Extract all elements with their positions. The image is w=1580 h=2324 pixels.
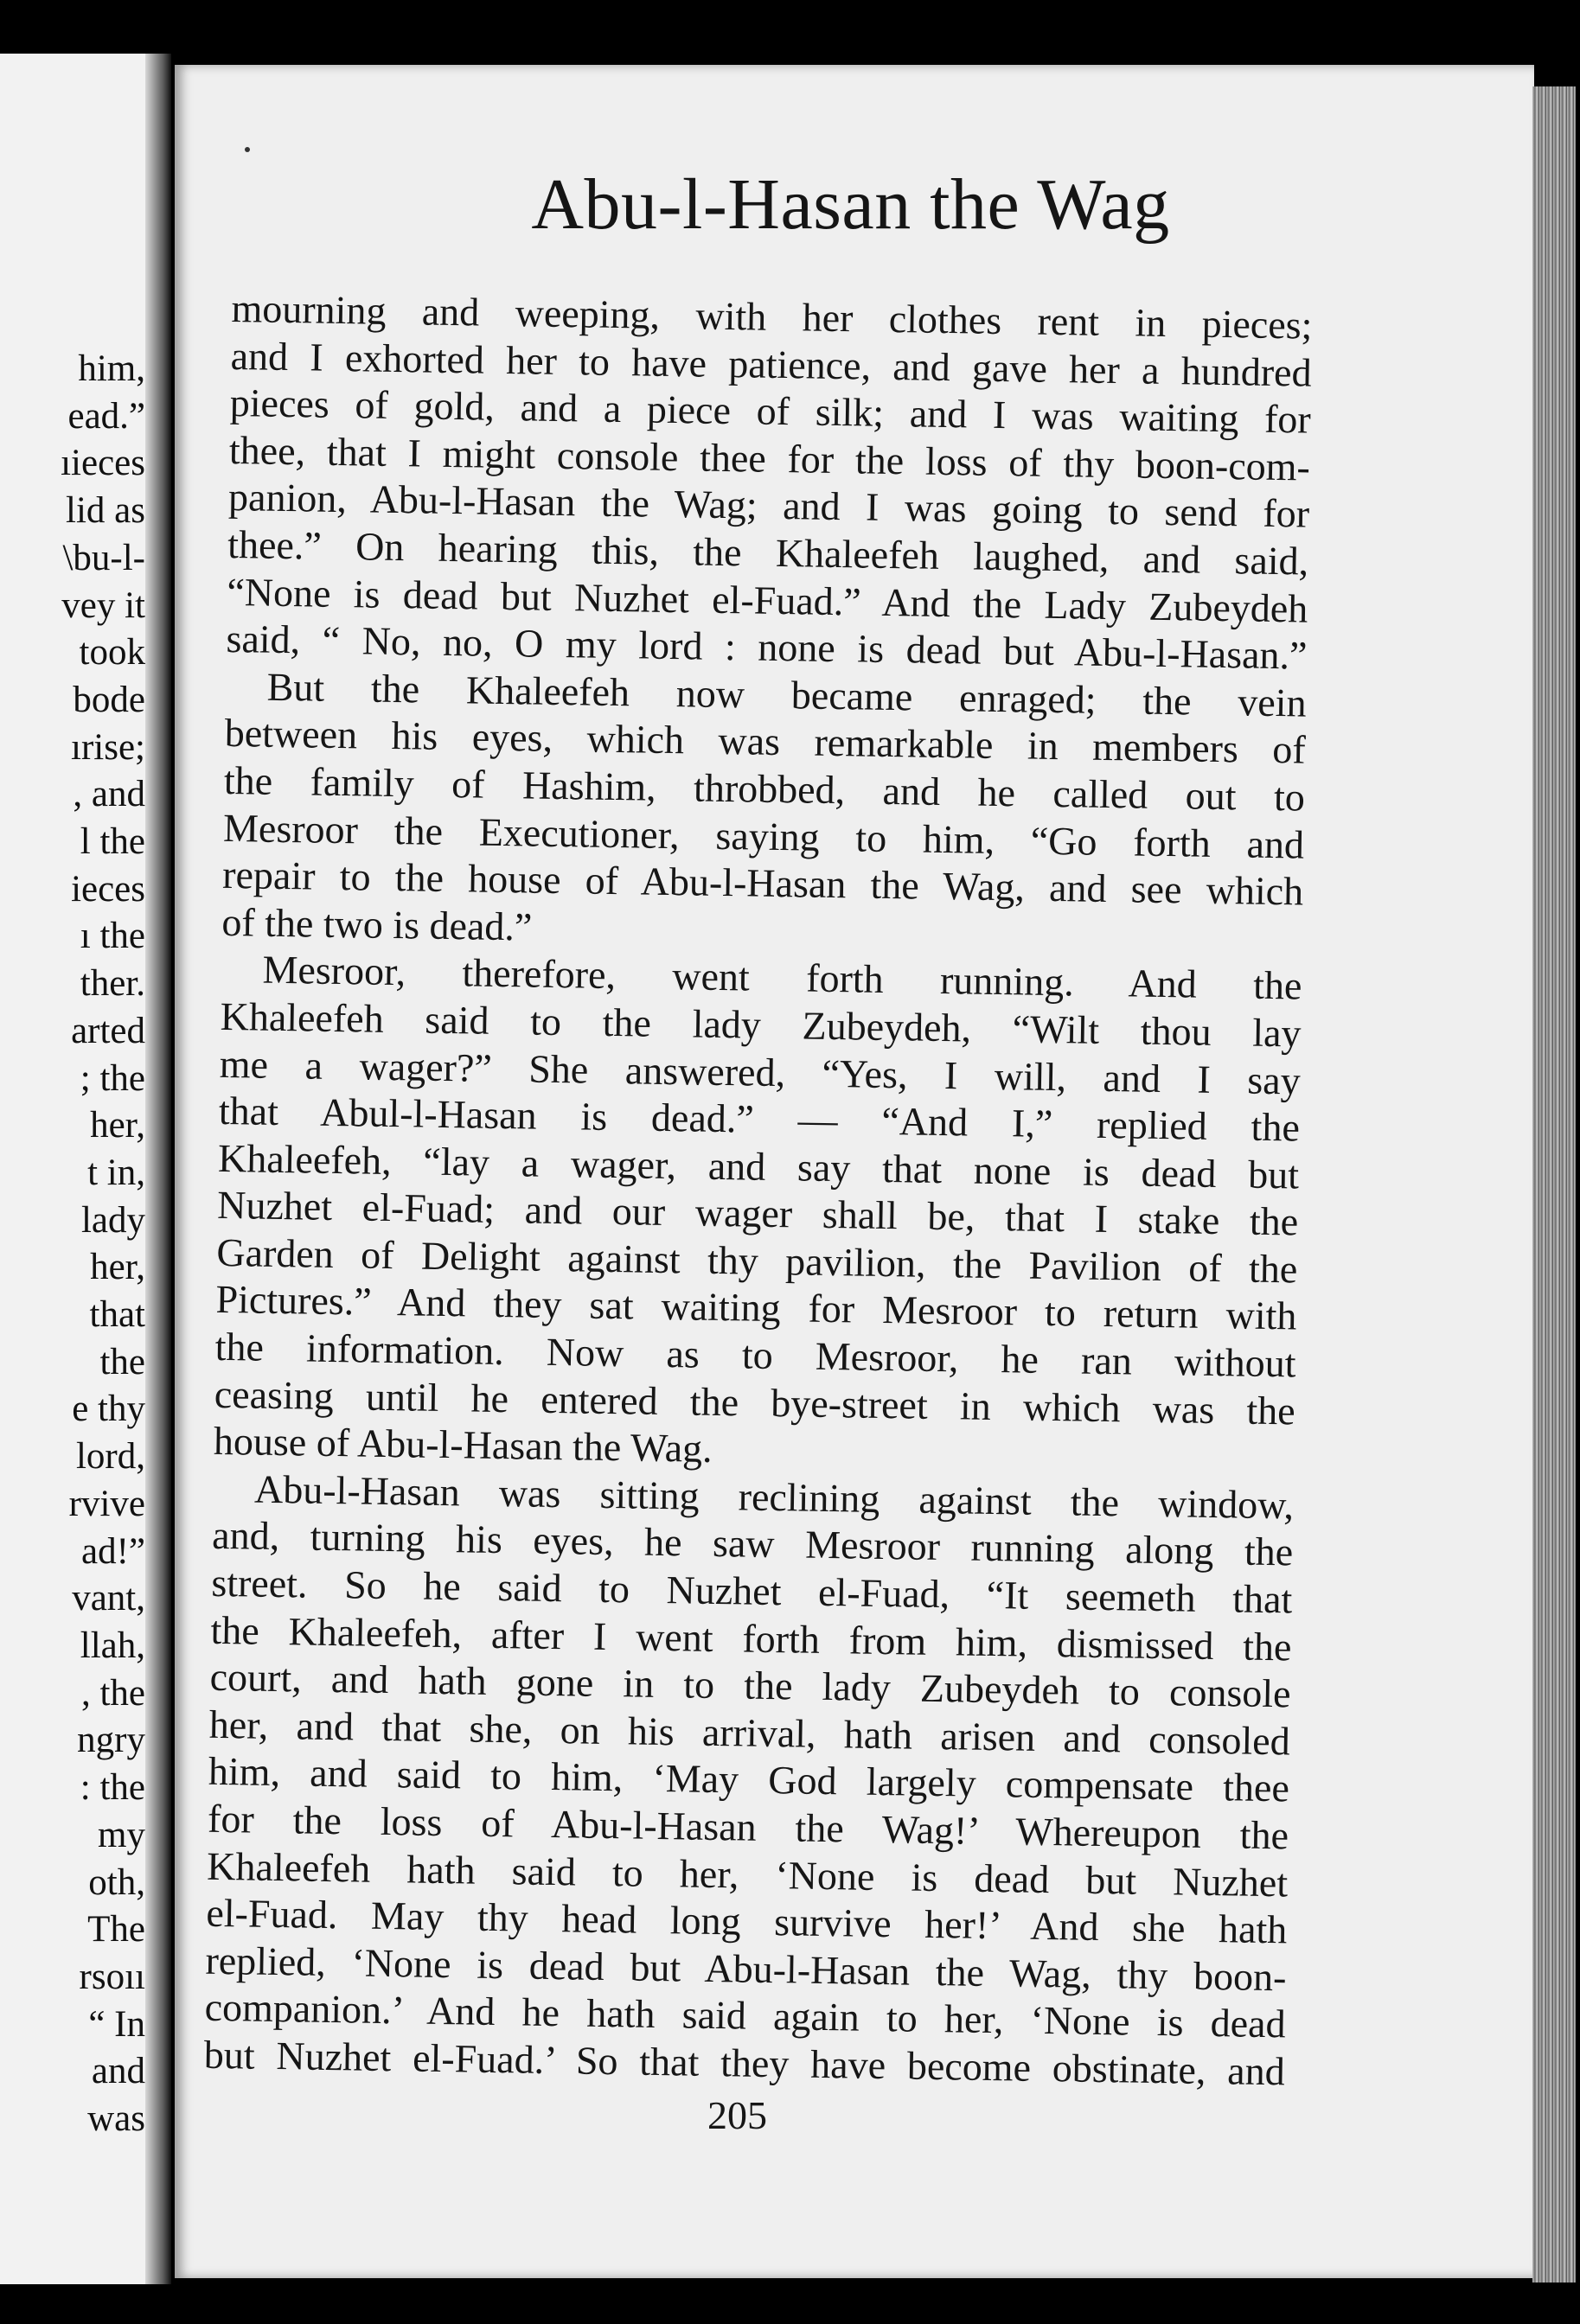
- left-line: arted: [71, 1010, 145, 1051]
- left-line: vey it: [61, 584, 145, 626]
- text-line: ceasing until he entered the bye-street in which was the: [214, 1371, 1296, 1433]
- left-line: lord,: [75, 1436, 145, 1478]
- text-line: of the two is dead.”: [221, 899, 533, 949]
- left-line: her,: [90, 1105, 145, 1146]
- left-line: ad!”: [81, 1530, 145, 1572]
- left-line: my: [98, 1814, 145, 1855]
- text-line: Mesroor the Executioner, saying to him, “Go forth and: [222, 805, 1305, 867]
- running-title: Abu-l-Hasan the Wag: [531, 164, 1170, 245]
- left-line: ther.: [80, 963, 145, 1005]
- text-line: replied, ‘None is dead but Abu-l-Hasan the Wag, thy boon-: [205, 1938, 1287, 2000]
- text-line: the information. Now as to Mesroor, he ran without: [214, 1324, 1296, 1386]
- text-line: that Abul-l-Hasan is dead.” — “And I,” replied the: [218, 1088, 1301, 1150]
- left-line: ead.”: [67, 395, 145, 437]
- left-line: The: [87, 1909, 145, 1950]
- left-line: , the: [80, 1672, 145, 1714]
- text-line: for the loss of Abu-l-Hasan the Wag!’ Whereupon the: [207, 1796, 1289, 1858]
- left-line: ıieces: [61, 443, 145, 484]
- left-line: that: [89, 1294, 145, 1336]
- text-line: Nuzhet el-Fuad; and our wager shall be, that I stake the: [216, 1183, 1299, 1244]
- text-line: her, and that she, on his arrival, hath arisen and consoled: [208, 1702, 1291, 1764]
- left-line: l the: [80, 821, 145, 863]
- text-line: But the Khaleefeh now became enraged; the vein: [266, 664, 1307, 725]
- left-line: ; the: [80, 1057, 145, 1099]
- page-number: 205: [707, 2093, 767, 2137]
- text-line: Khaleefeh hath said to her, ‘None is dead but Nuzhet: [206, 1843, 1289, 1905]
- left-line: e thy: [72, 1389, 145, 1430]
- text-line: me a wager?” She answered, “Yes, I will, and I say: [219, 1041, 1302, 1103]
- text-line: thee, that I might console thee for the loss of thy boon-com-: [228, 427, 1311, 489]
- left-line: lid as: [66, 490, 145, 532]
- left-line: oth,: [88, 1861, 145, 1903]
- text-line: companion.’ And he hath said again to her, ‘None is dead: [204, 1985, 1286, 2046]
- body-text: [203, 285, 1312, 2096]
- text-line: Abu-l-Hasan was sitting reclining against the window,: [253, 1466, 1295, 1528]
- left-line: him,: [78, 348, 145, 389]
- left-line: \bu-l-: [62, 537, 145, 578]
- left-line: “ In: [88, 2003, 145, 2045]
- left-line: lady: [80, 1199, 145, 1241]
- text-line: “None is dead but Nuzhet el-Fuad.” And the Lady Zubeydeh: [227, 569, 1308, 631]
- text-line: Khaleefeh said to the lady Zubeydeh, “Wilt thou lay: [220, 993, 1302, 1056]
- text-line: street. So he said to Nuzhet el-Fuad, “It seemeth that: [211, 1560, 1293, 1622]
- left-line: ı the: [80, 916, 145, 957]
- ink-speck: [245, 147, 250, 152]
- book-gutter-shadow: [145, 54, 171, 2284]
- text-line: between his eyes, which was remarkable in members of: [224, 711, 1307, 772]
- left-line: rsoıı: [79, 1956, 145, 1997]
- left-line: t in,: [87, 1152, 145, 1193]
- text-line: repair to the house of Abu-l-Hasan the Wag, and see which: [221, 852, 1304, 914]
- previous-page-fragment: [0, 54, 163, 2284]
- text-line: Khaleefeh, “lay a wager, and say that none is dead but: [217, 1135, 1300, 1197]
- left-line: bode: [73, 679, 145, 720]
- text-line: him, and said to him, ‘May God largely compensate thee: [208, 1749, 1290, 1810]
- text-line: Mesroor, therefore, went forth running. And the: [262, 947, 1302, 1008]
- text-line: the Khaleefeh, after I went forth from him, dismissed the: [210, 1607, 1292, 1670]
- left-line: and: [91, 2051, 145, 2092]
- left-line: ngry: [77, 1720, 145, 1761]
- left-line: was: [87, 2098, 145, 2140]
- text-line: and, turning his eyes, he saw Mesroor running along the: [211, 1513, 1294, 1574]
- text-line: el-Fuad. May thy head long survive her!’ And she hath: [206, 1890, 1288, 1952]
- text-line: house of Abu-l-Hasan the Wag.: [213, 1419, 713, 1472]
- text-line: thee.” On hearing this, the Khaleefeh laughed, and said,: [227, 521, 1309, 584]
- text-line: but Nuzhet el-Fuad.’ So that they have become obstinate, and: [203, 2032, 1286, 2094]
- text-line: court, and hath gone in to the lady Zubeydeh to console: [209, 1655, 1291, 1716]
- previous-page-line-endings: [61, 346, 145, 2143]
- left-line: ieces: [71, 868, 145, 910]
- text-line: the family of Hashim, throbbed, and he called out to: [223, 757, 1306, 820]
- left-line: ırise;: [71, 726, 145, 768]
- text-line: said, “ No, no, O my lord : none is dead but Abu-l-Hasan.”: [226, 616, 1308, 678]
- page-edges: [1532, 86, 1576, 2282]
- left-line: took: [79, 632, 145, 674]
- text-line: mourning and weeping, with her clothes rent in pieces;: [231, 285, 1313, 348]
- left-line: vant,: [72, 1578, 145, 1619]
- left-line: llah,: [80, 1625, 145, 1666]
- left-line: : the: [80, 1767, 145, 1809]
- text-line: panion, Abu-l-Hasan the Wag; and I was going to send for: [227, 475, 1310, 536]
- left-line: rvive: [68, 1483, 145, 1524]
- text-line: pieces of gold, and a piece of silk; and I was waiting for: [229, 380, 1312, 442]
- left-line: her,: [90, 1247, 145, 1288]
- text-line: and I exhorted her to have patience, and gave her a hundred: [230, 333, 1312, 395]
- text-line: Garden of Delight against thy pavilion, the Pavilion of the: [216, 1229, 1298, 1292]
- left-line: , and: [73, 774, 145, 815]
- text-line: Pictures.” And they sat waiting for Mesroor to return with: [215, 1277, 1297, 1338]
- left-line: the: [99, 1341, 145, 1382]
